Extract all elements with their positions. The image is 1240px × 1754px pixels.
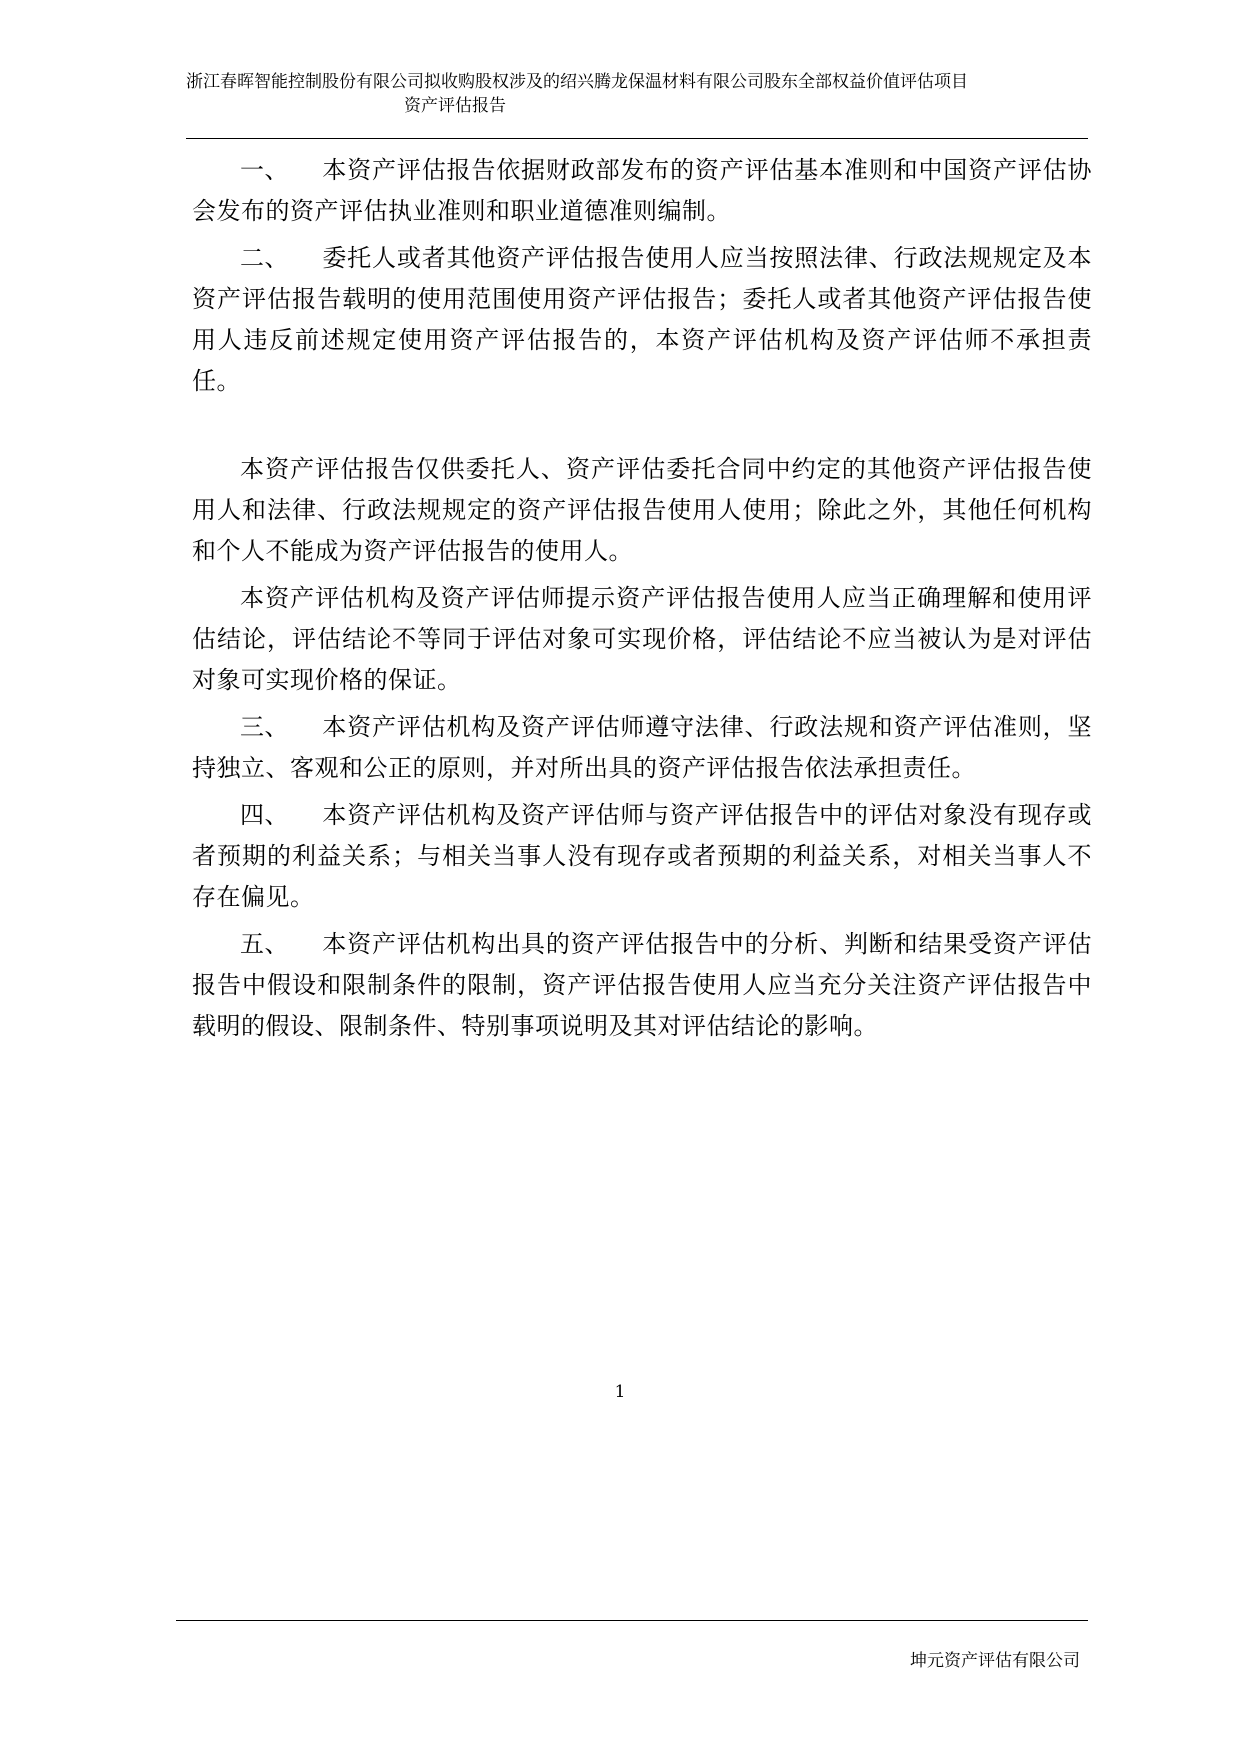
statement-paragraph-6: [192, 795, 1092, 918]
paragraph-number: 三、: [240, 713, 289, 741]
header-project-title: 浙江春晖智能控制股份有限公司拟收购股权涉及的绍兴腾龙保温材料有限公司股东全部权益价值评估项目: [186, 72, 968, 92]
statement-paragraph-7: [192, 924, 1092, 1047]
statement-paragraph-2: [192, 238, 1092, 402]
statement-paragraph-5: [192, 707, 1092, 789]
paragraph-text: 本资产评估报告仅供委托人、资产评估委托合同中约定的其他资产评估报告使用人和法律、行政法规规定的资产评估报告使用人使用；除此之外，其他任何机构和个人不能成为资产评估报告的使用人。: [192, 455, 1092, 565]
paragraph-number: 五、: [240, 930, 289, 958]
statement-paragraph-1: [192, 150, 1092, 232]
report-body: [192, 150, 1092, 1053]
paragraph-text: 本资产评估报告依据财政部发布的资产评估基本准则和中国资产评估协会发布的资产评估执业准则和职业道德准则编制。: [192, 156, 1092, 225]
paragraph-text: 本资产评估机构出具的资产评估报告中的分析、判断和结果受资产评估报告中假设和限制条件的限制，资产评估报告使用人应当充分关注资产评估报告中载明的假设、限制条件、特别事项说明及其对评估结论的影响。: [192, 930, 1092, 1040]
header-divider: [186, 138, 1088, 139]
paragraph-text: 本资产评估机构及资产评估师提示资产评估报告使用人应当正确理解和使用评估结论，评估结论不等同于评估对象可实现价格，评估结论不应当被认为是对评估对象可实现价格的保证。: [192, 584, 1092, 694]
header-report-title: 资产评估报告: [404, 96, 506, 116]
paragraph-text: 本资产评估机构及资产评估师遵守法律、行政法规和资产评估准则，坚持独立、客观和公正的原则，并对所出具的资产评估报告依法承担责任。: [192, 713, 1092, 782]
page-number: 1: [614, 1382, 626, 1402]
paragraph-number: 一、: [240, 156, 289, 184]
paragraph-number: 四、: [240, 801, 289, 829]
footer-company-name: 坤元资产评估有限公司: [910, 1651, 1080, 1671]
paragraph-text: 委托人或者其他资产评估报告使用人应当按照法律、行政法规规定及本资产评估报告载明的使用范围使用资产评估报告；委托人或者其他资产评估报告使用人违反前述规定使用资产评估报告的，本资产评估机构及资产评估师不承担责任。: [192, 244, 1092, 395]
paragraph-text: 本资产评估机构及资产评估师与资产评估报告中的评估对象没有现存或者预期的利益关系；与相关当事人没有现存或者预期的利益关系，对相关当事人不存在偏见。: [192, 801, 1092, 911]
page-header: [186, 70, 1086, 118]
paragraph-number: 二、: [240, 244, 289, 272]
paragraph-spacer: [192, 408, 1092, 449]
footer-divider: [176, 1620, 1088, 1621]
statement-paragraph-3: [192, 449, 1092, 572]
statement-paragraph-4: [192, 578, 1092, 701]
